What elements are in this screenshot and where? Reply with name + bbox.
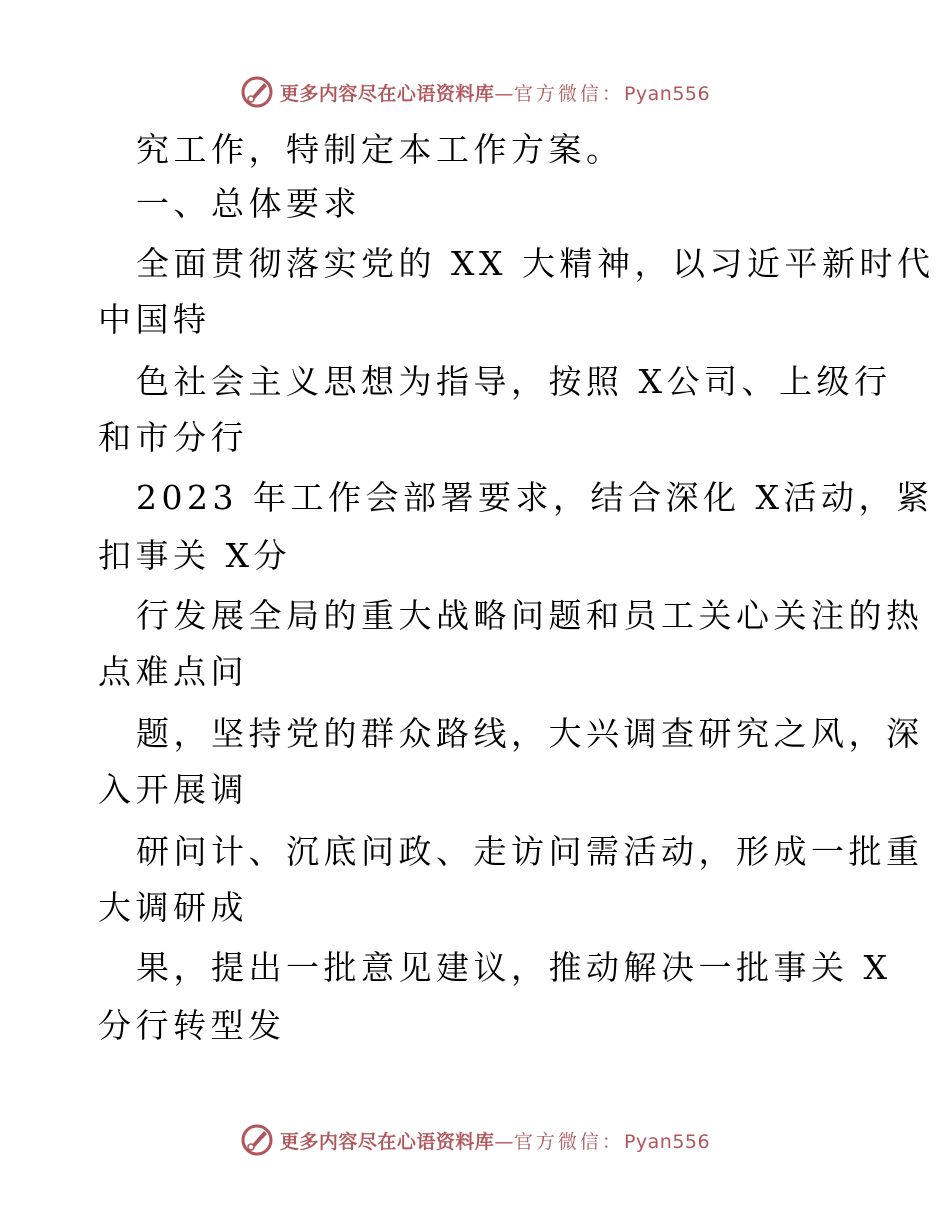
watermark-brand: 更多内容尽在心语资料库: [279, 82, 495, 105]
body-line: 2023 年工作会部署要求，结合深化 X活动，紧: [136, 478, 934, 517]
body-line: 中国特: [98, 300, 211, 339]
body-line: 分行转型发: [98, 1006, 286, 1045]
body-line: 全面贯彻落实党的 XX 大精神，以习近平新时代: [136, 244, 935, 283]
watermark-label: 官方微信：: [513, 1130, 624, 1153]
body-line: 题，坚持党的群众路线，大兴调查研究之风，深: [136, 714, 924, 753]
watermark-footer: [0, 1120, 950, 1160]
body-line: 行发展全局的重大战略问题和员工关心关注的热: [136, 596, 924, 635]
watermark-id: Pyan556: [623, 1130, 711, 1153]
body-line: 入开展调: [98, 770, 248, 809]
logo-icon: [240, 75, 274, 109]
body-line: 究工作，特制定本工作方案。: [136, 130, 624, 169]
watermark-header: [0, 72, 950, 112]
body-line: 色社会主义思想为指导，按照 X公司、上级行: [136, 362, 892, 401]
watermark-text: [280, 79, 710, 106]
watermark-label: 官方微信：: [513, 82, 624, 105]
body-line: 扣事关 X分: [98, 536, 291, 575]
body-line: 果，提出一批意见建议，推动解决一批事关 X: [136, 948, 892, 987]
watermark-dash: —: [494, 1130, 514, 1153]
watermark-dash: —: [494, 82, 514, 105]
watermark-id: Pyan556: [623, 82, 711, 105]
watermark-text: [280, 1127, 710, 1154]
body-line: 点难点问: [98, 652, 248, 691]
logo-icon: [240, 1123, 274, 1157]
watermark-brand: 更多内容尽在心语资料库: [279, 1130, 495, 1153]
section-heading: 一、总体要求: [136, 184, 361, 223]
body-line: 和市分行: [98, 418, 248, 457]
body-line: 大调研成: [98, 888, 248, 927]
body-line: 研问计、沉底问政、走访问需活动，形成一批重: [136, 832, 924, 871]
